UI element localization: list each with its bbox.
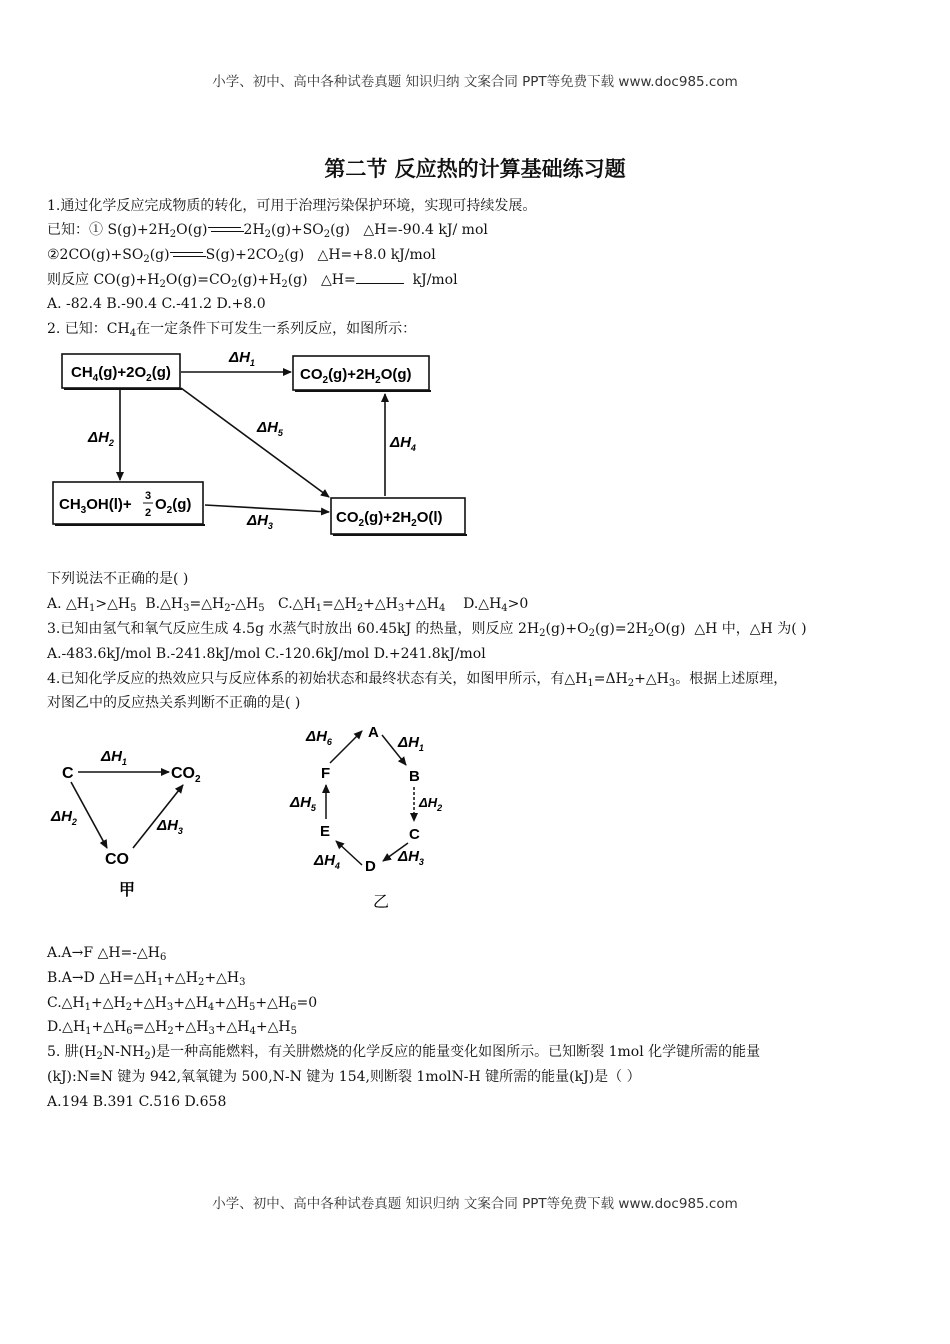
box-co2-h2o-gas: [293, 356, 431, 392]
q2-stem: 2. 已知：$CH_4$在一定条件下可发生一系列反应，如图所示：: [47, 321, 417, 339]
arrow-jia-dh2: [71, 782, 107, 848]
q3-stem: 3.已知由氢气和氧气反应生成 4.5g 水蒸气时放出 60.45kJ 的热量，则反应 $2H_2(g)+O_2(g)=2H_2O(g)$ △H 中，△H 为( ): [47, 621, 807, 639]
page-header: 小学、初中、高中各种试卷真题 知识归纳 文案合同 PPT等免费下载 www.doc985.com: [212, 74, 738, 90]
label-yi-dh5: $\Delta H_5$: [290, 794, 316, 813]
label-dh2: $\Delta H_2$: [88, 429, 114, 448]
q1-question: 则反应 $CO(g)+H_2O(g)=CO_2(g)+H_2(g)$ △H= kJ/mol: [47, 272, 458, 290]
q1-known-reaction-1: 已知：① $S(g)+2H_2O(g)$ $2H_2(g)+SO_2(g)$ △H=-90.4 kJ/ mol: [47, 222, 488, 240]
node-e: E: [320, 823, 331, 840]
arrow-dh3: [205, 505, 329, 512]
label-dh3: $\Delta H_3$: [247, 512, 273, 531]
q5-options: A.194 B.391 C.516 D.658: [47, 1094, 227, 1110]
arrow-yi-dh6: [330, 731, 362, 763]
label-yi-dh4: $\Delta H_4$: [314, 852, 340, 871]
label-jia-dh1: $\Delta H_1$: [101, 748, 127, 767]
q4-diagram-yi: [282, 715, 452, 915]
label-yi-dh1: $\Delta H_1$: [398, 734, 424, 753]
q4-stem-line-2: 对图乙中的反应热关系判断不正确的是( ): [47, 695, 301, 711]
node-f: F: [321, 765, 331, 782]
svg-text:CO2(g)+2H2O(g): $CO_2(g)+2H_2O(g)$: [300, 366, 412, 386]
label-dh1: $\Delta H_1$: [229, 349, 255, 368]
q1-stem: 1.通过化学反应完成物质的转化，可用于治理污染保护环境，实现可持续发展。: [47, 198, 537, 214]
q5-stem-line-2: (kJ):N≡N 键为 942,氧氧键为 500,N-N 键为 154,则断裂 1molN-H 键所需的能量(kJ)是（ ）: [47, 1069, 641, 1085]
q2-options: A. $\triangle H_1>\triangle H_5$ $B.\triangle H_3=\triangle H_2-\triangle H_5$ $C.\triangle H_1=\triangle H_2+\triangle H_3+\triangle H_4$ $D.\triangle H_4>0$: [47, 596, 529, 614]
label-jia: 甲: [119, 882, 136, 899]
svg-text:2: 2: [145, 507, 152, 519]
svg-text:CH4(g)+2O2(g): $CH_4(g)+2O_2(g)$: [71, 364, 171, 384]
svg-text:3: 3: [145, 490, 152, 502]
label-yi-dh3: $\Delta H_3$: [398, 848, 424, 867]
node-b: B: [409, 768, 420, 785]
page-title: 第二节 反应热的计算基础练习题: [324, 157, 626, 181]
q4-option-b: B.A→D $\triangle H=\triangle H_1+\triangle H_2+\triangle H_3$: [47, 970, 246, 988]
node-co2: $CO_2$: [171, 765, 201, 785]
node-c: C: [62, 765, 74, 782]
page-footer: 小学、初中、高中各种试卷真题 知识归纳 文案合同 PPT等免费下载 www.doc985.com: [212, 1196, 738, 1212]
box-co2-h2o-liquid: [331, 498, 467, 536]
svg-text:CO2(g)+2H2O(l): $CO_2(g)+2H_2O(l)$: [336, 509, 443, 529]
equilibrium-arrow-icon: [170, 250, 206, 260]
label-yi: 乙: [373, 894, 390, 911]
q2-question: 下列说法不正确的是( ): [47, 571, 189, 587]
equilibrium-arrow-icon: [208, 225, 244, 235]
svg-text:CH3OH(l)+: $CH_3OH(l)+$: [59, 496, 132, 516]
node-a: A: [368, 724, 379, 741]
label-yi-dh6: $\Delta H_6$: [306, 728, 332, 747]
node-co: CO: [105, 851, 129, 868]
q1-options: A. -82.4 B.-90.4 C.-41.2 D.+8.0: [47, 296, 266, 312]
box-ch4-o2: [62, 354, 182, 390]
q5-stem-line-1: 5. 肼$(H_2N-NH_2)$是一种高能燃料，有关肼燃烧的化学反应的能量变化如图所示。已知断裂 1mol 化学键所需的能量: [47, 1044, 761, 1062]
label-dh4: $\Delta H_4$: [390, 434, 416, 453]
q2-reaction-diagram: [45, 342, 475, 542]
q4-stem-line-1: 4.已知化学反应的热效应只与反应体系的初始状态和最终状态有关，如图甲所示，有$\triangle H_1=\Delta H_2+\triangle H_3$。根据上述原理，: [47, 671, 788, 689]
svg-text:O2(g): $O_2(g)$: [155, 496, 192, 516]
label-yi-dh2: $\Delta H_2$: [419, 795, 443, 813]
q1-known-reaction-2: $②2CO(g)+SO_2(g)$ $S(g)+2CO_2(g)$ △H=+8.0 kJ/mol: [47, 247, 436, 265]
answer-blank: [356, 271, 404, 284]
q4-option-a: A.A→F $\triangle H=-\triangle H_6$: [47, 945, 167, 963]
label-dh5: $\Delta H_5$: [257, 419, 283, 438]
q4-diagram-jia: [45, 735, 245, 910]
label-jia-dh2: $\Delta H_2$: [51, 808, 77, 827]
node-c: C: [409, 826, 420, 843]
q3-options: A.-483.6kJ/mol B.-241.8kJ/mol C.-120.6kJ/mol D.+241.8kJ/mol: [47, 646, 486, 662]
label-jia-dh3: $\Delta H_3$: [157, 817, 183, 836]
node-d: D: [365, 858, 376, 875]
q4-option-c: $C.\triangle H_1+\triangle H_2+\triangle H_3+\triangle H_4+\triangle H_5+\triangle H_6=0$: [47, 995, 318, 1013]
arrow-dh5: [181, 388, 329, 497]
box-ch3oh-o2: [53, 482, 205, 526]
q4-option-d: $D.\triangle H_1+\triangle H_6=\triangle H_2+\triangle H_3+\triangle H_4+\triangle H_5$: [47, 1019, 297, 1037]
